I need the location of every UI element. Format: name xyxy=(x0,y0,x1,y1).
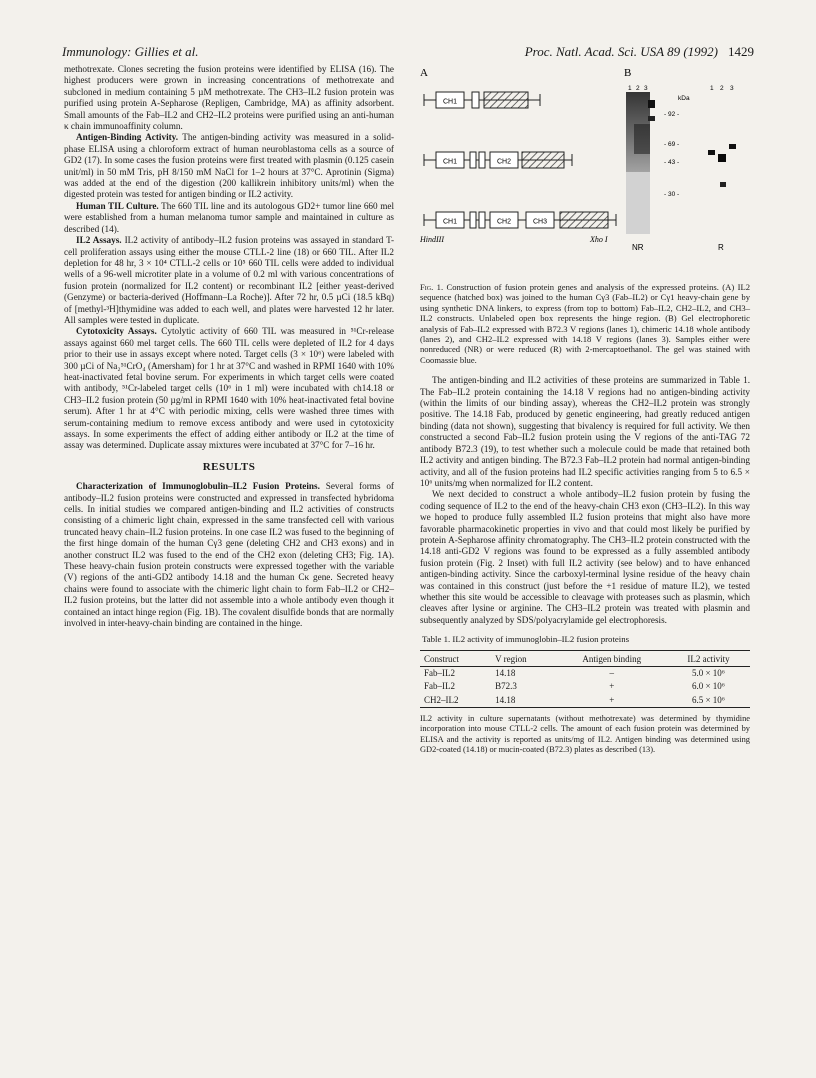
svg-text:3: 3 xyxy=(644,85,648,92)
gel-band xyxy=(708,150,715,155)
left-column xyxy=(64,64,394,630)
kda-label: kDa xyxy=(678,95,690,102)
construct-fab-il2 xyxy=(424,92,540,108)
hinge-block xyxy=(470,152,476,168)
svg-text:1: 1 xyxy=(628,85,632,92)
table-header: IL2 activity xyxy=(667,653,750,667)
svg-text:- 92 -: - 92 - xyxy=(664,111,680,118)
mw-markers xyxy=(664,111,679,198)
svg-text:CH2: CH2 xyxy=(496,158,512,166)
svg-text:2: 2 xyxy=(636,85,640,92)
il2-hatched-block xyxy=(560,212,608,228)
table-1-footnote: IL2 activity in culture supernatants (without methotrexate) was determined by thymidine incorporation into mouse CTLL-2 cells. The amount of each fusion protein was determined by ELISA and the activity is reported as units/mg of IL2. Antigen binding was determined using GD2-coated (14.18) or mucin-coated (B72.3) plates as described (13). xyxy=(420,714,750,754)
svg-text:CH1: CH1 xyxy=(442,98,458,106)
il2-assays-paragraph: IL2 Assays. IL2 activity of antibody–IL2 fusion proteins was assayed in standard T-cell proliferation assays using either the mouse CTLL-2 line (18) or 660 TIL. After IL2 depletion for 48 hr, 3 × 10⁴ CTLL-2 cells or 10⁵ 660 TIL cells were added to individual wells of a 96-well microtiter plate in a volume of 0.2 ml with various concentrations of fusion protein (normalized for IL2 content) or recombinant IL2 [either yeast-derived (Genzyme) or bacteria-derived (Hoffmann–La Roche)]. After 72 hr, 0.5 µCi (18.5 kBq) of [methyl-³H]thymidine was added to each well, and plates were harvested 12 hr later. All samples were tested in duplicate. xyxy=(64,235,395,325)
running-header-journal xyxy=(525,44,754,60)
gel-band xyxy=(648,100,655,108)
table-row: Fab–IL2 B72.3 + 6.0 × 10⁶ xyxy=(424,681,725,692)
svg-text:CH1: CH1 xyxy=(442,218,458,226)
svg-text:CH1: CH1 xyxy=(442,158,458,166)
table-1-title: Table 1. IL2 activity of immunoglobin–IL2 fusion proteins xyxy=(422,634,630,645)
figure-1 xyxy=(420,64,750,274)
hinge-block xyxy=(479,152,485,168)
svg-text:CH2: CH2 xyxy=(496,218,512,226)
hinge-block xyxy=(479,212,485,228)
panel-a-label: A xyxy=(420,67,428,79)
svg-text:- 69 -: - 69 - xyxy=(664,141,680,148)
svg-text:3: 3 xyxy=(730,85,734,92)
results-paragraph-1: The antigen-binding and IL2 activities of these proteins are summarized in Table 1. The Fab–IL2 protein containing the 14.18 V regions had no antigen-binding activity (within the limits of our binding assay), whereas the CH2–IL2 protein was strongly positive. The 14.18 Fab, produced by genetic engineering, had greatly reduced antigen binding (data not shown), suggesting that bivalency is required for full activity. We then constructed a second Fab–IL2 fusion protein using the V regions of the anti-TAG 72 antibody B72.3 (19), to test whether such a molecule could be made that retained both IL2 activity and antigen binding. The B72.3 Fab–IL2 protein had normal antigen-binding activity, and all of the fusion proteins had IL2 specific activities ranging from 5 to 6.5 × 10⁶ units/mg when normalized for IL2 content. xyxy=(420,375,750,488)
svg-text:- 30 -: - 30 - xyxy=(664,191,680,198)
table-row: CH2–IL2 14.18 + 6.5 × 10⁶ xyxy=(420,694,750,708)
xhoi-site-label: Xho I xyxy=(590,235,608,244)
figure-1-graphic xyxy=(420,64,750,274)
r-label: R xyxy=(718,243,724,252)
table-row: Fab–IL2 14.18 – 5.0 × 10⁶ xyxy=(424,668,725,678)
hindiii-site-label: HindIII xyxy=(420,235,444,244)
antigen-binding-paragraph: Antigen-Binding Activity. The antigen-binding activity was measured in a solid-phase ELISA using a chloroform extract of human neuroblastoma cells as a source of GD2 (17). In some cases the fusion proteins were first treated with plasmin (0.125 casein unit/ml) in 50 mM Tris, pH 8/150 mM NaCl for 1–2 hours at 37°C. Aprotinin (Sigma) was added at the end of the digestion (200 kallikrein inhibitory units/ml) when the digested protein was tested for antigen binding or IL2 activity. xyxy=(64,132,394,200)
right-column xyxy=(420,64,750,755)
il2-hatched-block xyxy=(522,152,564,168)
svg-text:2: 2 xyxy=(720,85,724,92)
il2-hatched-block xyxy=(484,92,528,108)
gel-band xyxy=(729,144,736,149)
table-header: Antigen binding xyxy=(557,653,667,667)
panel-b-label: B xyxy=(624,67,632,79)
results-paragraph-2: We next decided to construct a whole antibody–IL2 fusion protein by fusing the coding sequence of IL2 to the end of the heavy-chain CH3 exon (CH3–IL2). In this way we hoped to produce fully assembled IL2 fusion proteins that might also have more favorable pharmacokinetic properties in vivo and that could most likely be purified by protein A-Sepharose affinity chromatography. The CH3–IL2 protein constructed with the 14.18 anti-GD2 V regions was found to be expressed as a fully assembled antibody fusion protein (Fig. 2 Inset) with full IL2 activity (see below) and to have enhanced antigen-binding activity. Since the carboxyl-terminal lysine residue of the heavy chain was contained in this construct (just before the +1 residue of mature IL2), we tested whether this site would be accessible to cleavage with proteases such as plasmin, which cleaves after lysine or arginine. The CH3–IL2 protein was treated with plasmin and subsequently analyzed by SDS/polyacrylamide gel electrophoresis. xyxy=(420,489,750,625)
hinge-block xyxy=(470,212,476,228)
table-header: V region xyxy=(491,653,556,667)
gel-band xyxy=(648,116,655,121)
construct-ch2-il2 xyxy=(424,152,572,168)
gel-band xyxy=(720,182,726,187)
running-header-authors: Immunology: Gillies et al. xyxy=(62,44,199,59)
gel-lane-numbers-nr xyxy=(628,85,648,92)
gel-nonreduced xyxy=(626,92,655,234)
cytotoxicity-paragraph: Cytotoxicity Assays. Cytolytic activity of 660 TIL was measured in ⁵¹Cr-release assays against 660 mel target cells. The 660 TIL cells were depleted of IL2 for 4 days prior to their use in assays except where noted. Target cells (3 × 10⁶) were labeled with 300 µCi of Na₂⁵¹CrO₄ (Amersham) for 1 hr at 37°C and washed in RPMI 1640 with 10% heat-inactivated fetal bovine serum. For experiments in which target cells were coated with antibody, ⁵¹Cr-labeled target cells (10⁶ in 1 ml) were incubated with ch14.18 or CH3–IL2 fusion protein (50 µg/ml in RPMI 1640 with 10% heat-inactivated fetal bovine serum). After 1 hr at 4°C with periodic mixing, cells were washed three times with serum-containing medium to remove excess antibody and were used in cytotoxicity assays. In some experiments the effect of adding either antibody or IL2 at the time of assay was determined. Duplicate assay mixtures were incubated at 37°C for 7–16 hr. xyxy=(64,326,394,451)
methods-continuation: methotrexate. Clones secreting the fusion proteins were identified by ELISA (16). The highest producers were grown in increasing concentrations of methotrexate and subcloned in medium containing 5 µM methotrexate. The CH3–IL2 fusion protein was purified using protein A-Sepharose (Repligen, Cambridge, MA) as affinity adsorbent. Small amounts of the Fab–IL2 and CH2–IL2 proteins were purified using an anti-human κ chain immunoaffinity column. xyxy=(64,64,394,132)
journal-citation: Proc. Natl. Acad. Sci. USA 89 (1992) xyxy=(524,44,718,59)
page-number: 1429 xyxy=(728,44,754,59)
results-heading: RESULTS xyxy=(202,460,256,473)
til-culture-paragraph: Human TIL Culture. The 660 TIL line and its autologous GD2+ tumor line 660 mel were established from a human melanoma tumor sample and maintained in culture as described (14). xyxy=(64,200,394,234)
table-header: Construct xyxy=(420,653,491,667)
gel-band xyxy=(718,154,726,162)
svg-text:CH3: CH3 xyxy=(532,218,548,226)
characterization-paragraph: Characterization of Immunoglobulin–IL2 Fusion Proteins. Several forms of antibody–IL2 fusion proteins were constructed and expressed in transfected hybridoma cells. In initial studies we compared antigen-binding and IL2 activities of constructs consisting of a chimeric light chain, expressed in the same transfected cell with various truncated heavy chain–IL2 fusion proteins. In one case IL2 was fused to the beginning of the first hinge domain of the human Cγ3 gene (deleting CH2 and CH3 exons) and in another construct IL2 was fused to the end of the CH2 exon (deleting CH3; Fig. 1A). These heavy-chain fusion protein constructs were expressed together with the variable (V) regions of the anti-GD2 antibody 14.18 and the human Cκ gene. Secreted heavy chains were found to associate with the chimeric light chain to form Fab–IL2 or CH2–IL2 fusion proteins, but the latter did not assemble into a whole antibody even though it contained an intact hinge region (Fig. 1B). The covalent disulfide bonds that are normally involved in inter-heavy-chain binding are contained in the hinge. xyxy=(64,481,394,629)
gel-lane-numbers-r xyxy=(710,85,734,92)
svg-text:- 43 -: - 43 - xyxy=(664,159,680,166)
nr-label: NR xyxy=(632,243,644,252)
construct-ch3-il2 xyxy=(424,212,616,228)
hinge-block xyxy=(472,92,479,108)
gel-reduced xyxy=(708,144,736,187)
table-1 xyxy=(420,650,750,709)
svg-text:1: 1 xyxy=(710,85,714,92)
figure-1-caption: Fig. 1. Construction of fusion protein genes and analysis of the expressed proteins. (A) IL2 sequence (hatched box) was joined to the human Cγ3 (Fab–IL2) or Cγ1 heavy-chain gene by using synthetic DNA linkers, to express (from top to bottom) Fab–IL2, CH2–IL2, and CH3–IL2 constructs. Unlabeled open box represents the hinge region. (B) Gel electrophoretic analysis of Fab–IL2 expressed with B72.3 V regions (lanes 1), chimeric 14.18 whole antibody (lanes 2), and CH2–IL2 expressed with 14.18 V regions (lanes 3). Samples either were nonreduced (NR) or were reduced (R) with 2-mercaptoethanol. The gel was stained with Coomassie blue. xyxy=(420,282,750,365)
